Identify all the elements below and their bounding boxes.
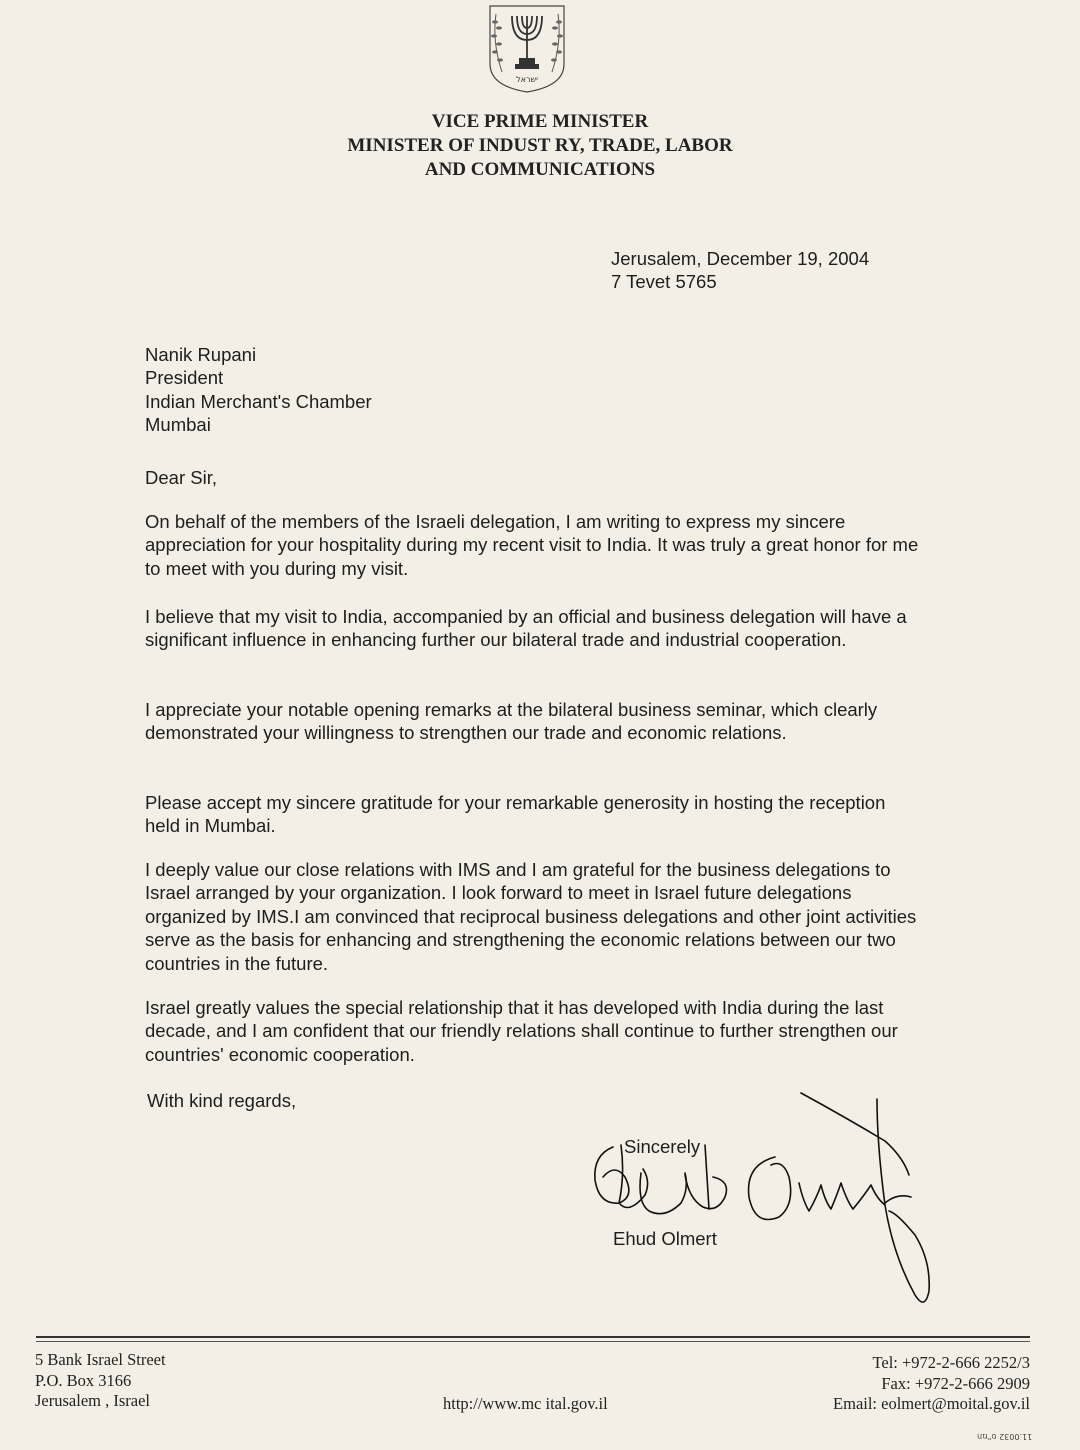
- emblem-text: ישראל: [516, 75, 538, 84]
- sign-off: Sincerely: [624, 1136, 701, 1157]
- footer-fax: Fax: +972-2-666 2909: [881, 1373, 1030, 1393]
- hebrew-date: 7 Tevet 5765: [611, 271, 717, 293]
- footer-address: [35, 1350, 166, 1412]
- emblem-icon: [482, 2, 572, 96]
- recipient-organization: Indian Merchant's Chamber: [145, 390, 372, 412]
- letterhead-title: VICE PRIME MINISTER: [431, 111, 649, 132]
- recipient-city: Mumbai: [145, 414, 211, 436]
- recipient-title: President: [145, 367, 224, 389]
- footer-address-line: Jerusalem , Israel: [35, 1391, 150, 1410]
- body-paragraph: I appreciate your notable opening remarks at the bilateral business seminar, which clearly demonstrated your willingness to strengthen our trade and economic relations.: [145, 699, 878, 744]
- recipient-address: [145, 343, 372, 437]
- letterhead-ministry-cont: AND COMMUNICATIONS: [424, 159, 656, 180]
- footer-address-line: P.O. Box 3166: [35, 1370, 132, 1390]
- letterhead-ministry: MINISTER OF INDUST RY, TRADE, LABOR: [347, 135, 733, 156]
- letter-date: [611, 247, 869, 294]
- body-paragraph: I deeply value our close relations with IMS and I am grateful for the business delegations to Israel arranged by your organization. I look forward to meet in Israel future delegations organized by IMS.I am convinced that reciprocal business delegations and other joint activities serve as the basis for enhancing and strengthening the economic relations between our two countries in the future.: [145, 859, 917, 974]
- footer-rule: [36, 1336, 1030, 1338]
- gregorian-date: Jerusalem, December 19, 2004: [611, 248, 870, 269]
- footer-contact: [833, 1353, 1030, 1415]
- signer-name: Ehud Olmert: [613, 1228, 717, 1249]
- footer-rule: [36, 1341, 1030, 1342]
- footer-website: http://www.mc ital.gov.il: [443, 1394, 608, 1413]
- footer-email: Email: eolmert@moital.gov.il: [833, 1394, 1030, 1413]
- signature-icon: [585, 1085, 945, 1310]
- footer-tel: Tel: +972-2-666 2252/3: [872, 1353, 1030, 1372]
- footer-address-line: 5 Bank Israel Street: [35, 1350, 166, 1369]
- body-paragraph: Israel greatly values the special relationship that it has developed with India during the last decade, and I am confident that our friendly relations shall continue to further strengthen our countries' economic cooperation.: [145, 997, 898, 1065]
- salutation: Dear Sir,: [145, 467, 217, 488]
- closing: With kind regards,: [147, 1090, 297, 1111]
- body-paragraph: On behalf of the members of the Israeli delegation, I am writing to express my sincere appreciation for your hospitality during my recent visit to India. It was truly a great honor for me to meet with you during my visit.: [145, 511, 919, 579]
- body-paragraph: I believe that my visit to India, accompanied by an official and business delegation will have a significant influence in enhancing further our bilateral trade and industrial cooperation.: [145, 606, 907, 651]
- recipient-name: Nanik Rupani: [145, 344, 257, 365]
- print-code: 11.0032 תמ"ס: [976, 1432, 1032, 1441]
- body-paragraph: Please accept my sincere gratitude for your remarkable generosity in hosting the reception held in Mumbai.: [145, 792, 886, 837]
- letterhead: [0, 110, 1080, 182]
